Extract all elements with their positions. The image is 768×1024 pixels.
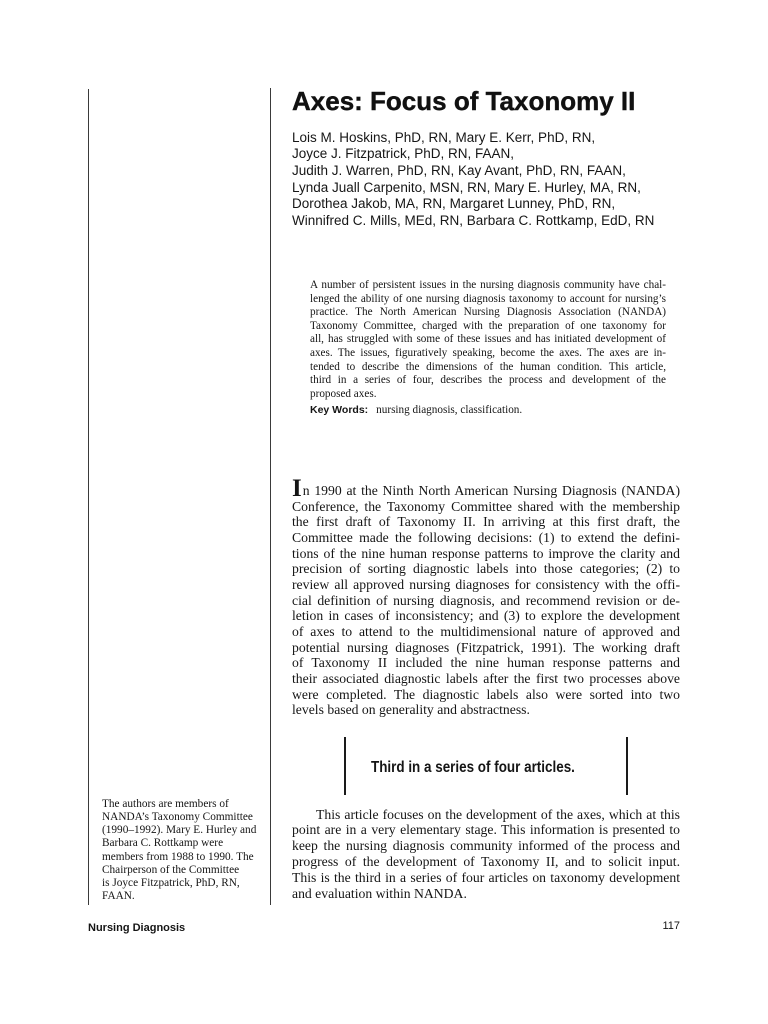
body-line: were completed. The diagnostic labels also were sorted into two [292, 686, 680, 702]
body-line: the first draft of Taxonomy II. In arriving at this first draft, the [292, 514, 680, 530]
author-note [102, 798, 267, 903]
page-number: 117 [662, 920, 680, 932]
body-line: review all approved nursing diagnoses for consistency with the offi- [292, 576, 680, 592]
note-line: NANDA’s Taxonomy Committee [102, 811, 253, 824]
author-line: Judith J. Warren, PhD, RN, Kay Avant, PhD, RN, FAAN, [292, 162, 626, 178]
abstract-line: tended to describe the dimensions of the human condition. This article, [310, 360, 666, 373]
right-column-rule [270, 88, 271, 905]
abstract-line: practice. The North American Nursing Diagnosis Association (NANDA) [310, 306, 666, 319]
journal-name: Nursing Diagnosis [88, 922, 186, 934]
note-line: Barbara C. Rottkamp were [102, 837, 224, 850]
abstract-line: all, has struggled with some of these issues and has initiated development of [310, 333, 666, 346]
body-line: cial definition of nursing diagnosis, and recommend revision or de- [292, 592, 680, 608]
body-line: potential nursing diagnoses (Fitzpatrick, 1991). The working draft [292, 639, 680, 655]
left-column-rule [88, 89, 89, 905]
body-line [292, 475, 680, 502]
body-line: Committee made the following decisions: (1) to extend the defini- [292, 529, 680, 545]
author-line: Joyce J. Fitzpatrick, PhD, RN, FAAN, [292, 146, 515, 162]
body-line: of axes to attend to the multidimensional nature of approved and [292, 623, 680, 639]
note-line: members from 1988 to 1990. The [102, 850, 254, 863]
body-line: levels based on generality and abstractness. [292, 702, 530, 718]
keywords-value: nursing diagnosis, classification. [376, 404, 523, 416]
note-line: (1990–1992). Mary E. Hurley and [102, 824, 257, 837]
raised-initial: I [292, 475, 302, 502]
pullquote-right-bar [626, 737, 628, 795]
pullquote-left-bar [344, 737, 346, 795]
body-line-text: n 1990 at the Ninth North American Nursing Diagnosis (NANDA) [302, 483, 680, 498]
author-line: Lynda Juall Carpenito, MSN, RN, Mary E. Hurley, MA, RN, [292, 179, 641, 195]
body-line: progress of the development of Taxonomy II, and to solicit input. [292, 854, 680, 870]
body-line: and evaluation within NANDA. [292, 885, 467, 901]
abstract [310, 279, 666, 401]
author-line: Winnifred C. Mills, MEd, RN, Barbara C. Rottkamp, EdD, RN [292, 212, 655, 228]
body-line: tions of the nine human response patterns to improve the clarity and [292, 545, 680, 561]
keywords-label: Key Words: [310, 404, 369, 416]
note-line: FAAN. [102, 889, 135, 902]
pullquote: Third in a series of four articles. [371, 759, 575, 776]
abstract-line: axes. The issues, figuratively speaking, become the axes. The axes are in- [310, 346, 666, 359]
body-line: of Taxonomy II included the nine human response patterns and [292, 655, 680, 671]
body-paragraph-2 [292, 807, 680, 902]
author-line: Lois M. Hoskins, PhD, RN, Mary E. Kerr, PhD, RN, [292, 129, 596, 145]
abstract-line: Taxonomy Committee, charged with the preparation of one taxonomy for [310, 319, 666, 332]
body-line: precision of sorting diagnostic labels into those categories; (2) to [292, 561, 680, 577]
abstract-line: proposed axes. [310, 387, 377, 400]
body-line: letion in cases of inconsistency; and (3) to explore the development [292, 608, 680, 624]
abstract-line: third in a series of four, describes the process and development of the [310, 374, 666, 387]
author-line: Dorothea Jakob, MA, RN, Margaret Lunney, PhD, RN, [292, 196, 616, 212]
keywords [310, 404, 666, 418]
abstract-line: lenged the ability of one nursing diagnosis taxonomy to account for nursing’s [310, 292, 666, 305]
author-list [292, 130, 654, 230]
note-line: Chairperson of the Committee [102, 863, 240, 876]
body-line: This article focuses on the development of the axes, which at this [316, 806, 680, 822]
body-line: point are in a very elementary stage. This information is presented to [292, 822, 680, 838]
body-paragraph-1 [292, 475, 680, 718]
body-line: Conference, the Taxonomy Committee shared with the membership [292, 498, 680, 514]
body-line: keep the nursing diagnosis community informed of the process and [292, 838, 680, 854]
note-line: is Joyce Fitzpatrick, PhD, RN, [102, 876, 240, 889]
note-line: The authors are members of [102, 798, 229, 811]
body-line: This is the third in a series of four articles on taxonomy development [292, 869, 680, 885]
body-line: their associated diagnostic labels after the first two processes above [292, 670, 680, 686]
abstract-line: A number of persistent issues in the nursing diagnosis community have chal- [310, 279, 666, 291]
article-title: Axes: Focus of Taxonomy II [292, 86, 636, 116]
